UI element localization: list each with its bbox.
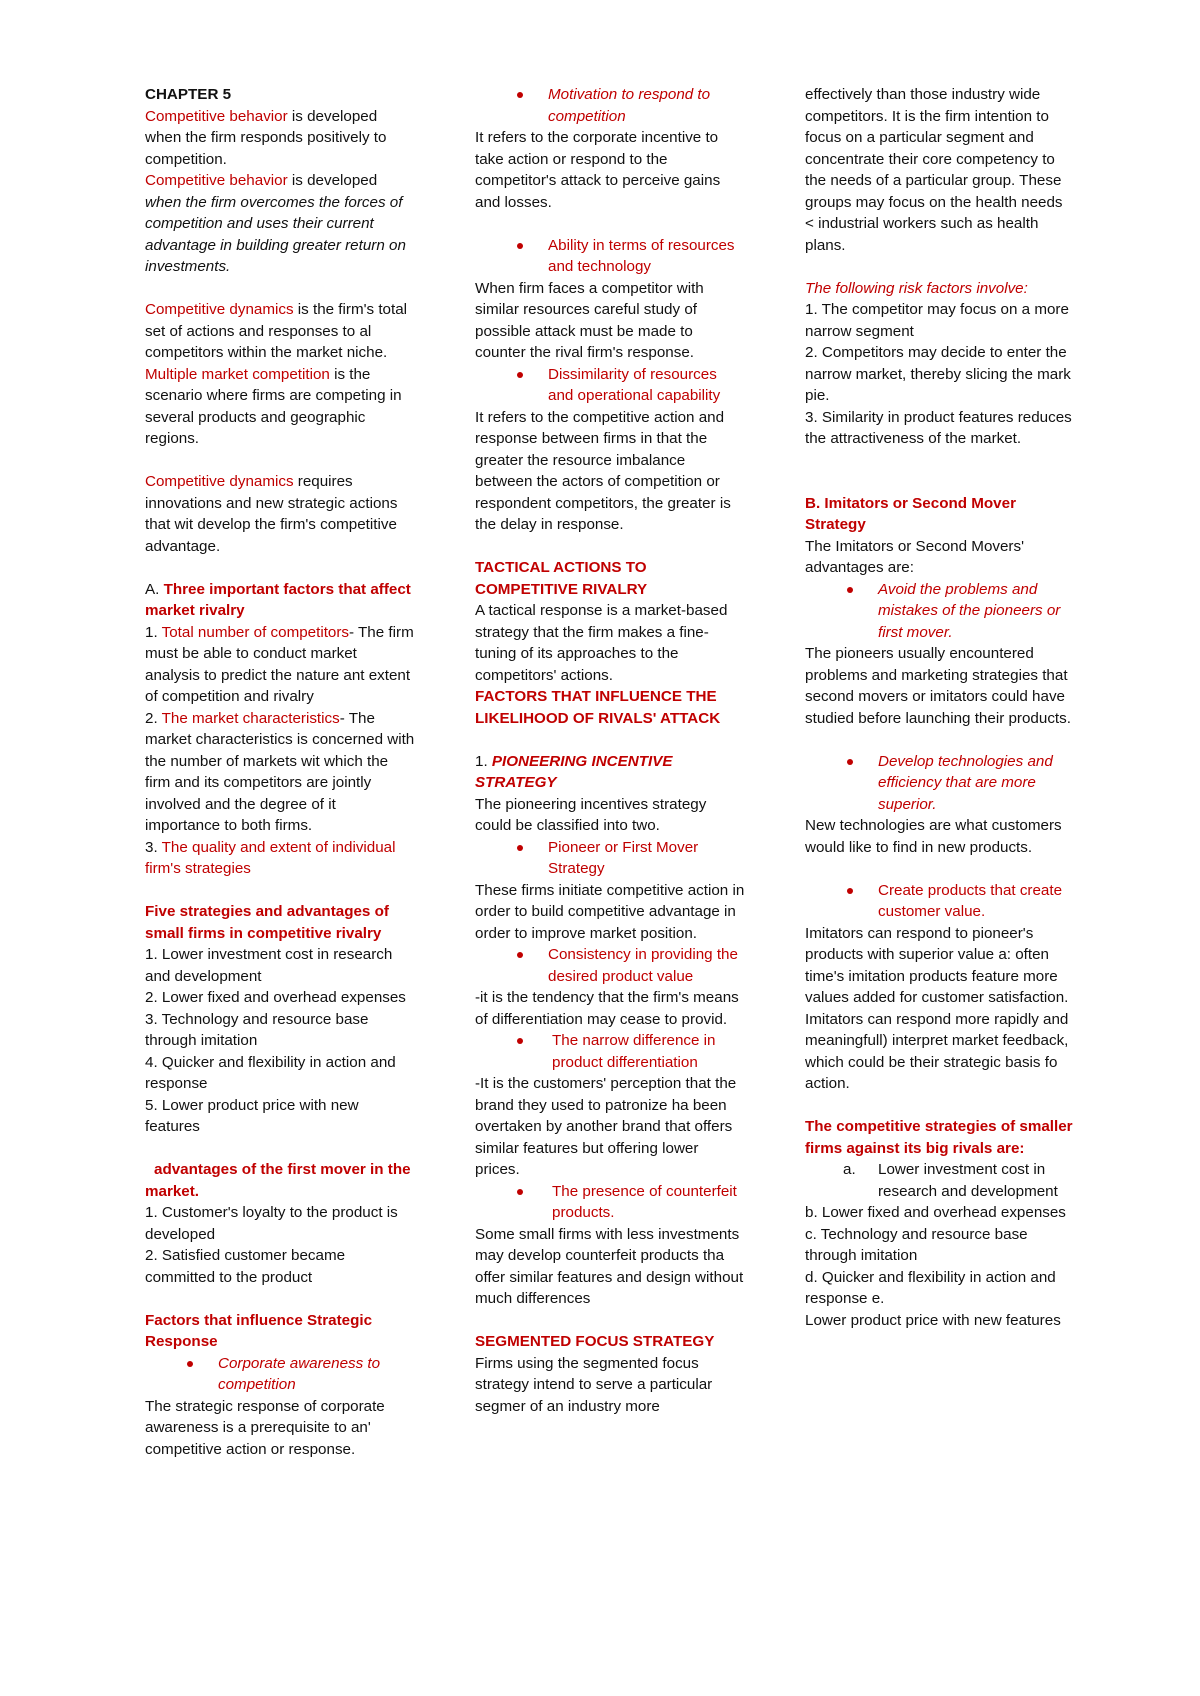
definition-competitive-dynamics-2 <box>145 471 415 557</box>
bullet-item: Develop technologies and efficiency that are more superior. <box>805 751 1075 816</box>
section-heading-competitive-strategies: The competitive strategies of smaller firms against its big rivals are: <box>805 1118 1073 1157</box>
term: The market characteristics <box>161 709 340 727</box>
paragraph: Imitators can respond to pioneer's products with superior value a: often time's imitation products feature more values added for customer satisfaction. Imitators can respond more rapidly and meaningfull) interpret market feedback, which could be their strategic basis fo action. <box>805 924 1069 1092</box>
bullet-item: Corporate awareness to competition <box>145 1353 415 1396</box>
list-item: 2. Lower fixed and overhead expenses <box>145 989 406 1006</box>
list-item: d. Quicker and flexibility in action and response e. <box>805 1268 1056 1307</box>
item-number: 3. <box>145 838 162 856</box>
section-heading-five-strategies: Five strategies and advantages of small firms in competitive rivalry <box>145 903 389 942</box>
term: Competitive dynamics <box>145 473 294 490</box>
factor-item-3 <box>145 837 415 880</box>
paragraph: It refers to the corporate incentive to take action or respond to the competitor's attack to perceive gains and losses. <box>475 129 721 211</box>
definition-text: requires innovations and new strategic actions that wit develop the firm's competitive advantage. <box>145 473 398 555</box>
bullet-item: The narrow difference in product differentiation <box>475 1030 745 1073</box>
section-heading-segmented-focus: SEGMENTED FOCUS STRATEGY <box>475 1333 715 1350</box>
list-item: 3. Technology and resource base through imitation <box>145 1010 369 1049</box>
factor-item-1 <box>145 622 415 708</box>
list-item: 1. Customer's loyalty to the product is developed <box>145 1204 398 1243</box>
section-heading-imitators: B. Imitators or Second Mover Strategy <box>805 494 1016 533</box>
paragraph: A tactical response is a market-based strategy that the firm makes a fine-tuning of its approaches to the competitors' actions. <box>475 602 728 684</box>
column-3 <box>805 84 1075 1331</box>
list-marker: a. <box>843 1161 856 1178</box>
paragraph: The pioneers usually encountered problems and marketing strategies that second movers or imitators could have studied before launching their products. <box>805 645 1071 727</box>
list-item: 1. Lower investment cost in research and development <box>145 946 393 985</box>
term: Competitive behavior <box>145 107 288 125</box>
list-item: 3. Similarity in product features reduces the attractiveness of the market. <box>805 408 1072 447</box>
section-heading-rivals-attack: FACTORS THAT INFLUENCE THE LIKELIHOOD OF RIVALS' ATTACK <box>475 688 721 727</box>
section-heading-tactical-actions: TACTICAL ACTIONS TO COMPETITIVE RIVALRY <box>475 559 648 598</box>
paragraph: These firms initiate competitive action in order to build competitive advantage in order to improve market position. <box>475 881 745 942</box>
paragraph: Firms using the segmented focus strategy intend to serve a particular segmer of an industry more <box>475 1354 713 1415</box>
section-heading-first-mover-advantages: advantages of the first mover in the market. <box>145 1161 411 1200</box>
item-number: 1. <box>145 623 162 641</box>
section-heading-strategic-response: Factors that influence Strategic Response <box>145 1311 373 1350</box>
list-item-text: Lower investment cost in research and development <box>878 1161 1058 1200</box>
definition-multiple-market-competition <box>145 364 415 450</box>
bullet-item: Motivation to respond to competition <box>475 84 745 127</box>
heading-text: PIONEERING INCENTIVE STRATEGY <box>475 752 673 791</box>
bullet-item: Dissimilarity of resources and operational capability <box>475 364 745 407</box>
section-heading-three-factors <box>145 579 415 622</box>
list-item: 2. Competitors may decide to enter the narrow market, thereby slicing the mark pie. <box>805 344 1071 404</box>
bullet-item: Avoid the problems and mistakes of the pioneers or first mover. <box>805 579 1075 644</box>
term: Competitive behavior <box>145 172 288 189</box>
paragraph: When firm faces a competitor with similar resources careful study of possible attack must be made to counter the rival firm's response. <box>475 279 704 361</box>
bullet-item: Create products that create customer value. <box>805 880 1075 923</box>
chapter-title: CHAPTER 5 <box>145 86 232 103</box>
paragraph: The pioneering incentives strategy could be classified into two. <box>475 795 707 834</box>
list-item: 5. Lower product price with new features <box>145 1096 359 1135</box>
definition-competitive-behavior-2 <box>145 170 415 278</box>
definition-text: is developed when the firm responds positively to competition. <box>145 107 387 168</box>
term: The quality and extent of individual firm's strategies <box>145 838 396 877</box>
column-1 <box>145 84 415 1460</box>
paragraph: The strategic response of corporate awareness is a prerequisite to an' competitive action or response. <box>145 1397 385 1458</box>
definition-text: is developed <box>287 172 378 189</box>
definition-competitive-behavior-1 <box>145 106 415 171</box>
paragraph: -it is the tendency that the firm's means of differentiation may cease to provid. <box>475 989 739 1028</box>
bullet-item: Ability in terms of resources and technology <box>475 235 745 278</box>
list-item: Lower product price with new features <box>805 1311 1061 1329</box>
paragraph: It refers to the competitive action and response between firms in that the greater the resource imbalance between the actors of competition or respondent competitors, the greater is the delay in response. <box>475 408 731 533</box>
list-item: c. Technology and resource base through imitation <box>805 1225 1028 1264</box>
column-2 <box>475 84 745 1417</box>
bullet-item: Consistency in providing the desired product value <box>475 944 745 987</box>
definition-competitive-dynamics-1 <box>145 299 415 364</box>
paragraph: -It is the customers' perception that the brand they used to patronize ha been overtaken by another brand that offers similar features but offering lower prices. <box>475 1075 737 1178</box>
section-heading-pioneering <box>475 751 745 794</box>
heading-prefix: 1. <box>475 752 492 770</box>
item-text: - The market characteristics is concerned with the number of markets wit which the firm and its competitors are jointly involved and the degree of it importance to both firms. <box>145 709 415 834</box>
term: Competitive dynamics <box>145 301 294 318</box>
bullet-item: The presence of counterfeit products. <box>475 1181 745 1224</box>
bullet-item: Pioneer or First Mover Strategy <box>475 837 745 880</box>
definition-italic-text: when the firm overcomes the forces of competition and uses their current advantage in building greater return on investments. <box>145 193 406 275</box>
paragraph: Some small firms with less investments may develop counterfeit products tha offer similar features and design without much differences <box>475 1225 744 1307</box>
list-item: 4. Quicker and flexibility in action and response <box>145 1053 396 1092</box>
list-item <box>805 1159 1075 1202</box>
definition-text: is the firm's total set of actions and responses to al competitors within the market niche. <box>145 301 408 361</box>
item-text: - The firm must be able to conduct market analysis to predict the nature ant extent of competition and rivalry <box>145 623 414 705</box>
term: Total number of competitors <box>161 623 350 641</box>
factor-item-2 <box>145 708 415 837</box>
heading-text: Three important factors that affect market rivalry <box>145 580 411 619</box>
paragraph: New technologies are what customers would like to find in new products. <box>805 817 1062 856</box>
paragraph: effectively than those industry wide competitors. It is the firm intention to focus on a particular segment and concentrate their core competency to the needs of a particular group. These groups may focus on the health needs < industrial workers such as health plans. <box>805 86 1063 254</box>
list-item: b. Lower fixed and overhead expenses <box>805 1204 1066 1221</box>
list-item: 2. Satisfied customer became committed to the product <box>145 1247 346 1286</box>
heading-prefix: A. <box>145 580 164 598</box>
list-item: 1. The competitor may focus on a more narrow segment <box>805 301 1069 340</box>
paragraph: The Imitators or Second Movers' advantages are: <box>805 537 1024 576</box>
section-heading-risk-factors: The following risk factors involve: <box>805 279 1028 297</box>
item-number: 2. <box>145 709 162 727</box>
term: Multiple market competition <box>145 365 330 383</box>
definition-text: is the scenario where firms are competing in several products and geographic regions. <box>145 365 402 447</box>
